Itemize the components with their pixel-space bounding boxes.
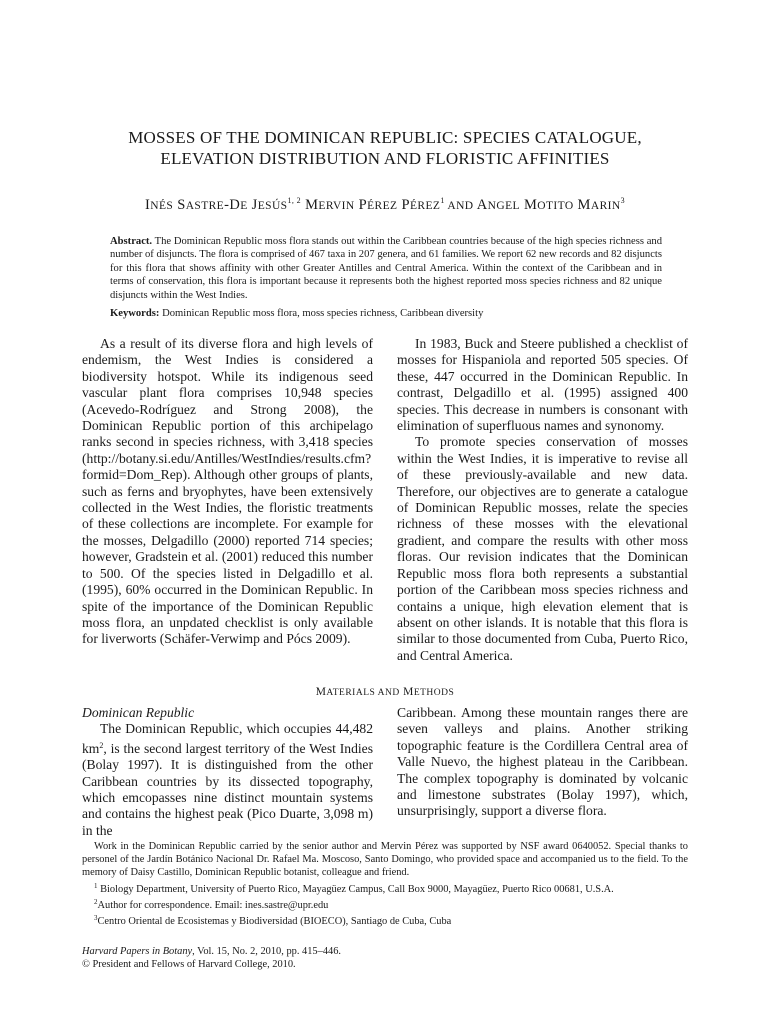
affiliation-marker: 1: [440, 196, 445, 205]
author-text: S: [173, 197, 186, 213]
heading-text: M: [315, 686, 327, 698]
methods-text: The Dominican Republic, which occupies 44,482 km: [82, 721, 373, 756]
footnote-3: [82, 912, 688, 928]
methods-text: , is the second largest territory of the West Indies (Bolay 1997). It is distinguished from the other Caribbean countries by its dissected topography, which emcopasses nine distinct mountain systems and contains the highest peak (Pico Duarte, 3,098 m) in the: [82, 740, 373, 838]
footnote-text: Centro Oriental de Ecosistemas y Biodiversidad (BIOECO), Santiago de Cuba, Cuba: [97, 916, 452, 928]
acknowledgment-footnote: Work in the Dominican Republic carried by the senior author and Mervin Pérez was supported by NSF award 0640052. Special thanks to personel of the Jardín Botánico Nacional Dr. Rafael Ma. Moscoso, Santo Domingo, who provided space and accompanied us to the field. To the memory of Daisy Castillo, Dominican Republic botanist, colleague and friend.: [82, 841, 688, 879]
author-text: E: [240, 200, 248, 212]
keywords-label: Keywords:: [110, 308, 160, 319]
heading-text: ATERIALS AND: [326, 688, 400, 698]
section-heading-methods: [82, 686, 688, 698]
paper-title: [60, 127, 710, 169]
author-text: NÉS: [150, 200, 174, 212]
keywords-text: Dominican Republic moss flora, moss species richness, Caribbean diversity: [159, 308, 484, 319]
author-text: M: [519, 197, 538, 213]
abstract: [110, 235, 662, 302]
title-line-1: MOSSES OF THE DOMINICAN REPUBLIC: SPECIES CATALOGUE,: [128, 128, 642, 147]
intro-paragraph: As a result of its diverse flora and high levels of endemism, the West Indies is considered a biodiversity hotspot. While its indigenous seed vascular plant flora comprises 10,948 species (Acevedo-Rodríguez and Strong 2008), the Dominican Republic portion of this archipelago ranks second in species richness, with 3,418 species (http://botany.si.edu/Antilles/WestIndies/results.cfm?formid=Dom_Rep). Although other groups of plants, such as ferns and bryophytes, have been extensively collected in the West Indies, the floristic treatments of these collections are incomplete. For example for the mosses, Delgadillo (2000) reported 714 species; however, Gradstein et al. (2001) reduced this number to 500. Of the species listed in Delgadillo et al. (1995), 60% occurred in the Dominican Republic. In spite of the importance of the Dominican Republic moss flora, an unpdated checklist is only available for liverworts (Schäfer-Verwimp and Pócs 2009).: [82, 336, 373, 647]
author-text: OTITO: [537, 200, 574, 212]
keywords: [110, 307, 662, 320]
subsection-heading: Dominican Republic: [82, 705, 195, 720]
footnote-2: [82, 896, 688, 912]
author-text: M: [301, 197, 319, 213]
footnote-text: Biology Department, University of Puerto Rico, Mayagüez Campus, Call Box 9000, Mayagüez, Puerto Rico 00681, U.S.A.: [97, 883, 614, 895]
author-text: P: [397, 197, 410, 213]
citation-text: , Vol. 15, No. 2, 2010, pp. 415–446.: [192, 946, 342, 957]
author-text: ESÚS: [257, 200, 288, 212]
author-text: M: [573, 197, 591, 213]
intro-paragraph: In 1983, Buck and Steere published a checklist of mosses for Hispaniola and reported 505 species. Of these, 447 occurred in the Dominican Republic. In contrast, Delgadillo et al. (1995) assigned 400 species. This decrease in numbers is consonant with elimination of superfluous names and synonomy.: [397, 336, 688, 434]
author-text: NGEL: [487, 200, 520, 212]
affiliation-marker: 1, 2: [287, 196, 302, 205]
footnote-1: [82, 880, 688, 896]
title-line-2: ELEVATION DISTRIBUTION AND FLORISTIC AFFINITIES: [160, 149, 610, 168]
intro-right-column: [397, 336, 688, 664]
footnote-marker: 1: [94, 881, 98, 890]
heading-text: ETHODS: [413, 688, 455, 698]
author-text: A: [476, 197, 488, 213]
methods-right-column: [397, 705, 688, 820]
intro-left-column: [82, 336, 373, 648]
author-text: ÉREZ: [409, 200, 441, 212]
methods-paragraph: [82, 721, 373, 839]
footnotes: [82, 840, 688, 928]
affiliation-marker: 3: [620, 196, 625, 205]
journal-name: Harvard Papers in Botany: [82, 946, 193, 957]
author-list: [60, 196, 710, 214]
author-text: ARIN: [590, 200, 621, 212]
author-text: I: [145, 197, 151, 213]
author-text: P: [354, 197, 368, 213]
author-text: AND: [444, 200, 477, 212]
abstract-text: The Dominican Republic moss flora stands out within the Caribbean countries because of the high species richness and number of disjuncts. The flora is comprised of 467 taxa in 207 genera, and 61 families. We report 62 new records and 82 disjuncts for this flora that shows affinity with other Greater Antilles and Central America. Within the context of the Caribbean and in terms of conservation, this flora is important because it represents both the highest reported moss species richness and 82 unique disjuncts within the West Indies.: [110, 236, 662, 301]
intro-paragraph: To promote species conservation of mosses within the West Indies, it is imperative to revise all of these previously-available and new data. Therefore, our objectives are to generate a catalogue of Dominican Republic mosses, relate the species richness of these mosses with the elevational gradient, and compare the results with other moss floras. Our revision indicates that the Dominican Republic moss flora both represents a substantial portion of the Caribbean moss species richness and contains a unique, high elevation element that is absent on other islands. It is notable that this flora is similar to those documented from Cuba, Puerto Rico, and Central America.: [397, 434, 688, 663]
footnote-text: Author for correspondence. Email: ines.sastre@upr.edu: [97, 899, 329, 911]
abstract-label: Abstract.: [110, 236, 153, 247]
footnote-marker: 2: [94, 897, 98, 906]
heading-text: M: [399, 686, 414, 698]
journal-citation: [82, 945, 688, 958]
journal-info: [82, 945, 688, 971]
author-text: J: [247, 197, 258, 213]
footnote-marker: 3: [94, 914, 98, 923]
author-text: -D: [224, 197, 241, 213]
copyright: © President and Fellows of Harvard College, 2010.: [82, 959, 296, 971]
author-text: ÉREZ: [367, 200, 398, 212]
author-text: ASTRE: [185, 200, 225, 212]
author-text: ERVIN: [318, 200, 355, 212]
superscript: 2: [99, 740, 104, 750]
methods-paragraph: Caribbean. Among these mountain ranges there are seven valleys and plains. Another striking topographic feature is the Cordillera Central area of Valle Nuevo, the highest plateau in the Caribbean. The complex topography is dominated by volcanic and limestone substrates (Bolay 1997), which, unsurprisingly, support a diverse flora.: [397, 705, 688, 819]
methods-left-column: [82, 705, 373, 839]
